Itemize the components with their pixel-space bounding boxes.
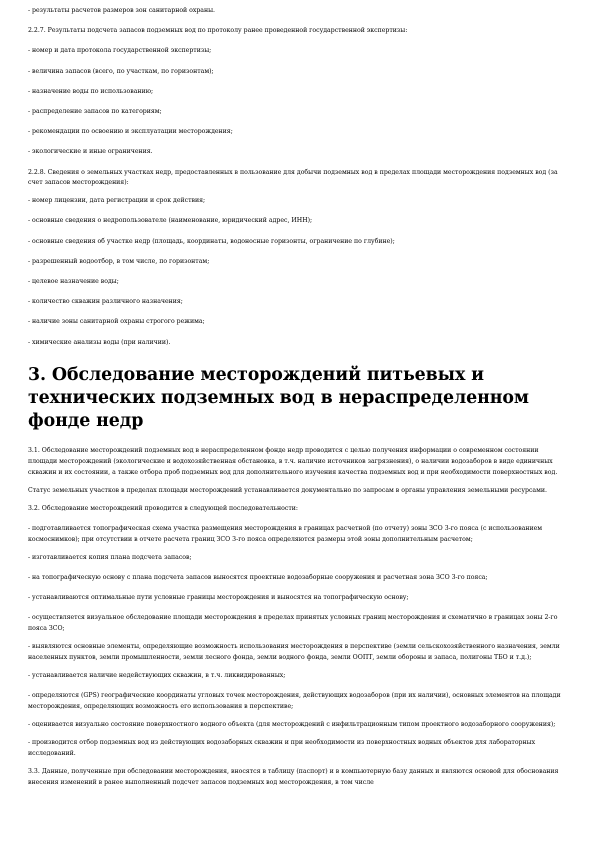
paragraph: - химические анализы воды (при наличии). [28, 338, 171, 346]
paragraph: - целевое назначение воды; [28, 278, 119, 286]
paragraph: 3.3. Данные, полученные при обследовании месторождения, вносятся в таблицу (паспорт) и в компьютерную базу данных и являются основой для обоснования внесения изменений в ранее выполненный подсчет запасов подземных вод месторождения, в том числе [28, 767, 559, 786]
paragraph: 3.2. Обследование месторождений проводится в следующей последовательности: [28, 504, 298, 512]
paragraph: - основные сведения о недропользователе (наименование, юридический адрес, ИНН); [28, 217, 313, 225]
paragraph: - определяются (GPS) географические координаты угловых точек месторождения, действующих водозаборов (при их наличии), основных элементов на площади месторождения, определяющих возможность его использования в перспективе; [28, 692, 561, 711]
paragraph: Статус земельных участков в пределах площади месторождений устанавливается документально по запросам в органы управления земельными ресурсами. [28, 486, 548, 494]
paragraph: 2.2.8. Сведения о земельных участках недр, предоставленных в пользование для добычи подземных вод в пределах площади месторождения подземных вод (за счет запасов месторождения): [28, 168, 558, 187]
paragraph: - количество скважин различного назначения; [28, 298, 183, 306]
paragraph: - выявляются основные элементы, определяющие возможность использования месторождения в перспективе (земли сельскохозяйственного назначения, земли населенных пунктов, земли промышленности, земли лесного фонда, земли водного фонда, земли ООПТ, земли обороны и запаса, полигоны ТБО и т.д.); [28, 643, 560, 662]
paragraph: - разрешенный водоотбор, в том числе, по горизонтам; [28, 257, 210, 265]
paragraph: - производится отбор подземных вод из действующих водозаборных скважин и при необходимости из поверхностных водных объектов для лабораторных исследований. [28, 739, 536, 757]
paragraph: 3.1. Обследование месторождений подземных вод в нераспределенном фонде недр проводится с целью получения информации о современном состоянии площади месторождений (экологические и водохозяйственная обстановка, в т.ч. наличие источников загрязнения), о наличии водозаборов в виде единичных скважин и их состоянии, а также отбора проб подземных вод для дополнительного изучения качества подземных вод и при необходимости поверхностных вод. [28, 447, 558, 476]
paragraph: - осуществляется визуальное обследование площади месторождения в пределах принятых условных границ месторождения и схематично в границах зоны 2-го пояса ЗСО; [28, 614, 558, 633]
paragraph: - номер лицензии, дата регистрации и срок действия; [28, 197, 206, 205]
paragraph: - основные сведения об участке недр (площадь, координаты, водоносные горизонты, ограничение по глубине); [28, 237, 395, 245]
paragraph: - назначение воды по использованию; [28, 87, 154, 95]
paragraph: - изготавливается копия плана подсчета запасов; [28, 553, 192, 561]
paragraph: - на топографическую основу с плана подсчета запасов выносятся проектные водозаборные сооружения и расчетная зона ЗСО 3-го пояса; [28, 574, 488, 582]
paragraph: - номер и дата протокола государственной экспертизы; [28, 47, 212, 55]
paragraph: - подготавливается топографическая схема участка размещения месторождения в границах расчетной (по отчету) зоны ЗСО 3-го пояса (с использованием космоснимков); при отсутствии в отчете расчета границ ЗСО 3-го пояса определяются размеры этой зоны дополнительным расчетом; [28, 525, 543, 543]
document-page [28, 6, 568, 796]
paragraph: 2.2.7. Результаты подсчета запасов подземных вод по протоколу ранее проведенной государственной экспертизы: [28, 27, 408, 35]
paragraph: - оценивается визуально состояние поверхностного водного объекта (для месторождений с инфильтрационным типом проектного водозаборного сооружения); [28, 721, 556, 729]
paragraph: - устанавливаются оптимальные пути условные границы месторождения и выносятся на топографическую основу; [28, 594, 409, 602]
top-section [28, 6, 568, 348]
paragraph: - наличие зоны санитарной охраны строгого режима; [28, 318, 205, 326]
section-body [28, 446, 568, 788]
paragraph: - рекомендации по освоению и эксплуатации месторождения; [28, 128, 233, 136]
section-title: 3. Обследование месторождений питьевых и технических подземных вод в нераспределенном фонде недр [28, 365, 529, 432]
paragraph: - результаты расчетов размеров зон санитарной охраны. [28, 7, 216, 14]
paragraph: - устанавливается наличие недействующих скважин, в т.ч. ликвидированных; [28, 672, 286, 680]
paragraph: - распределение запасов по категориям; [28, 107, 162, 115]
paragraph: - величина запасов (всего, по участкам, по горизонтам); [28, 67, 214, 75]
paragraph: - экологические и иные ограничения. [28, 148, 153, 156]
